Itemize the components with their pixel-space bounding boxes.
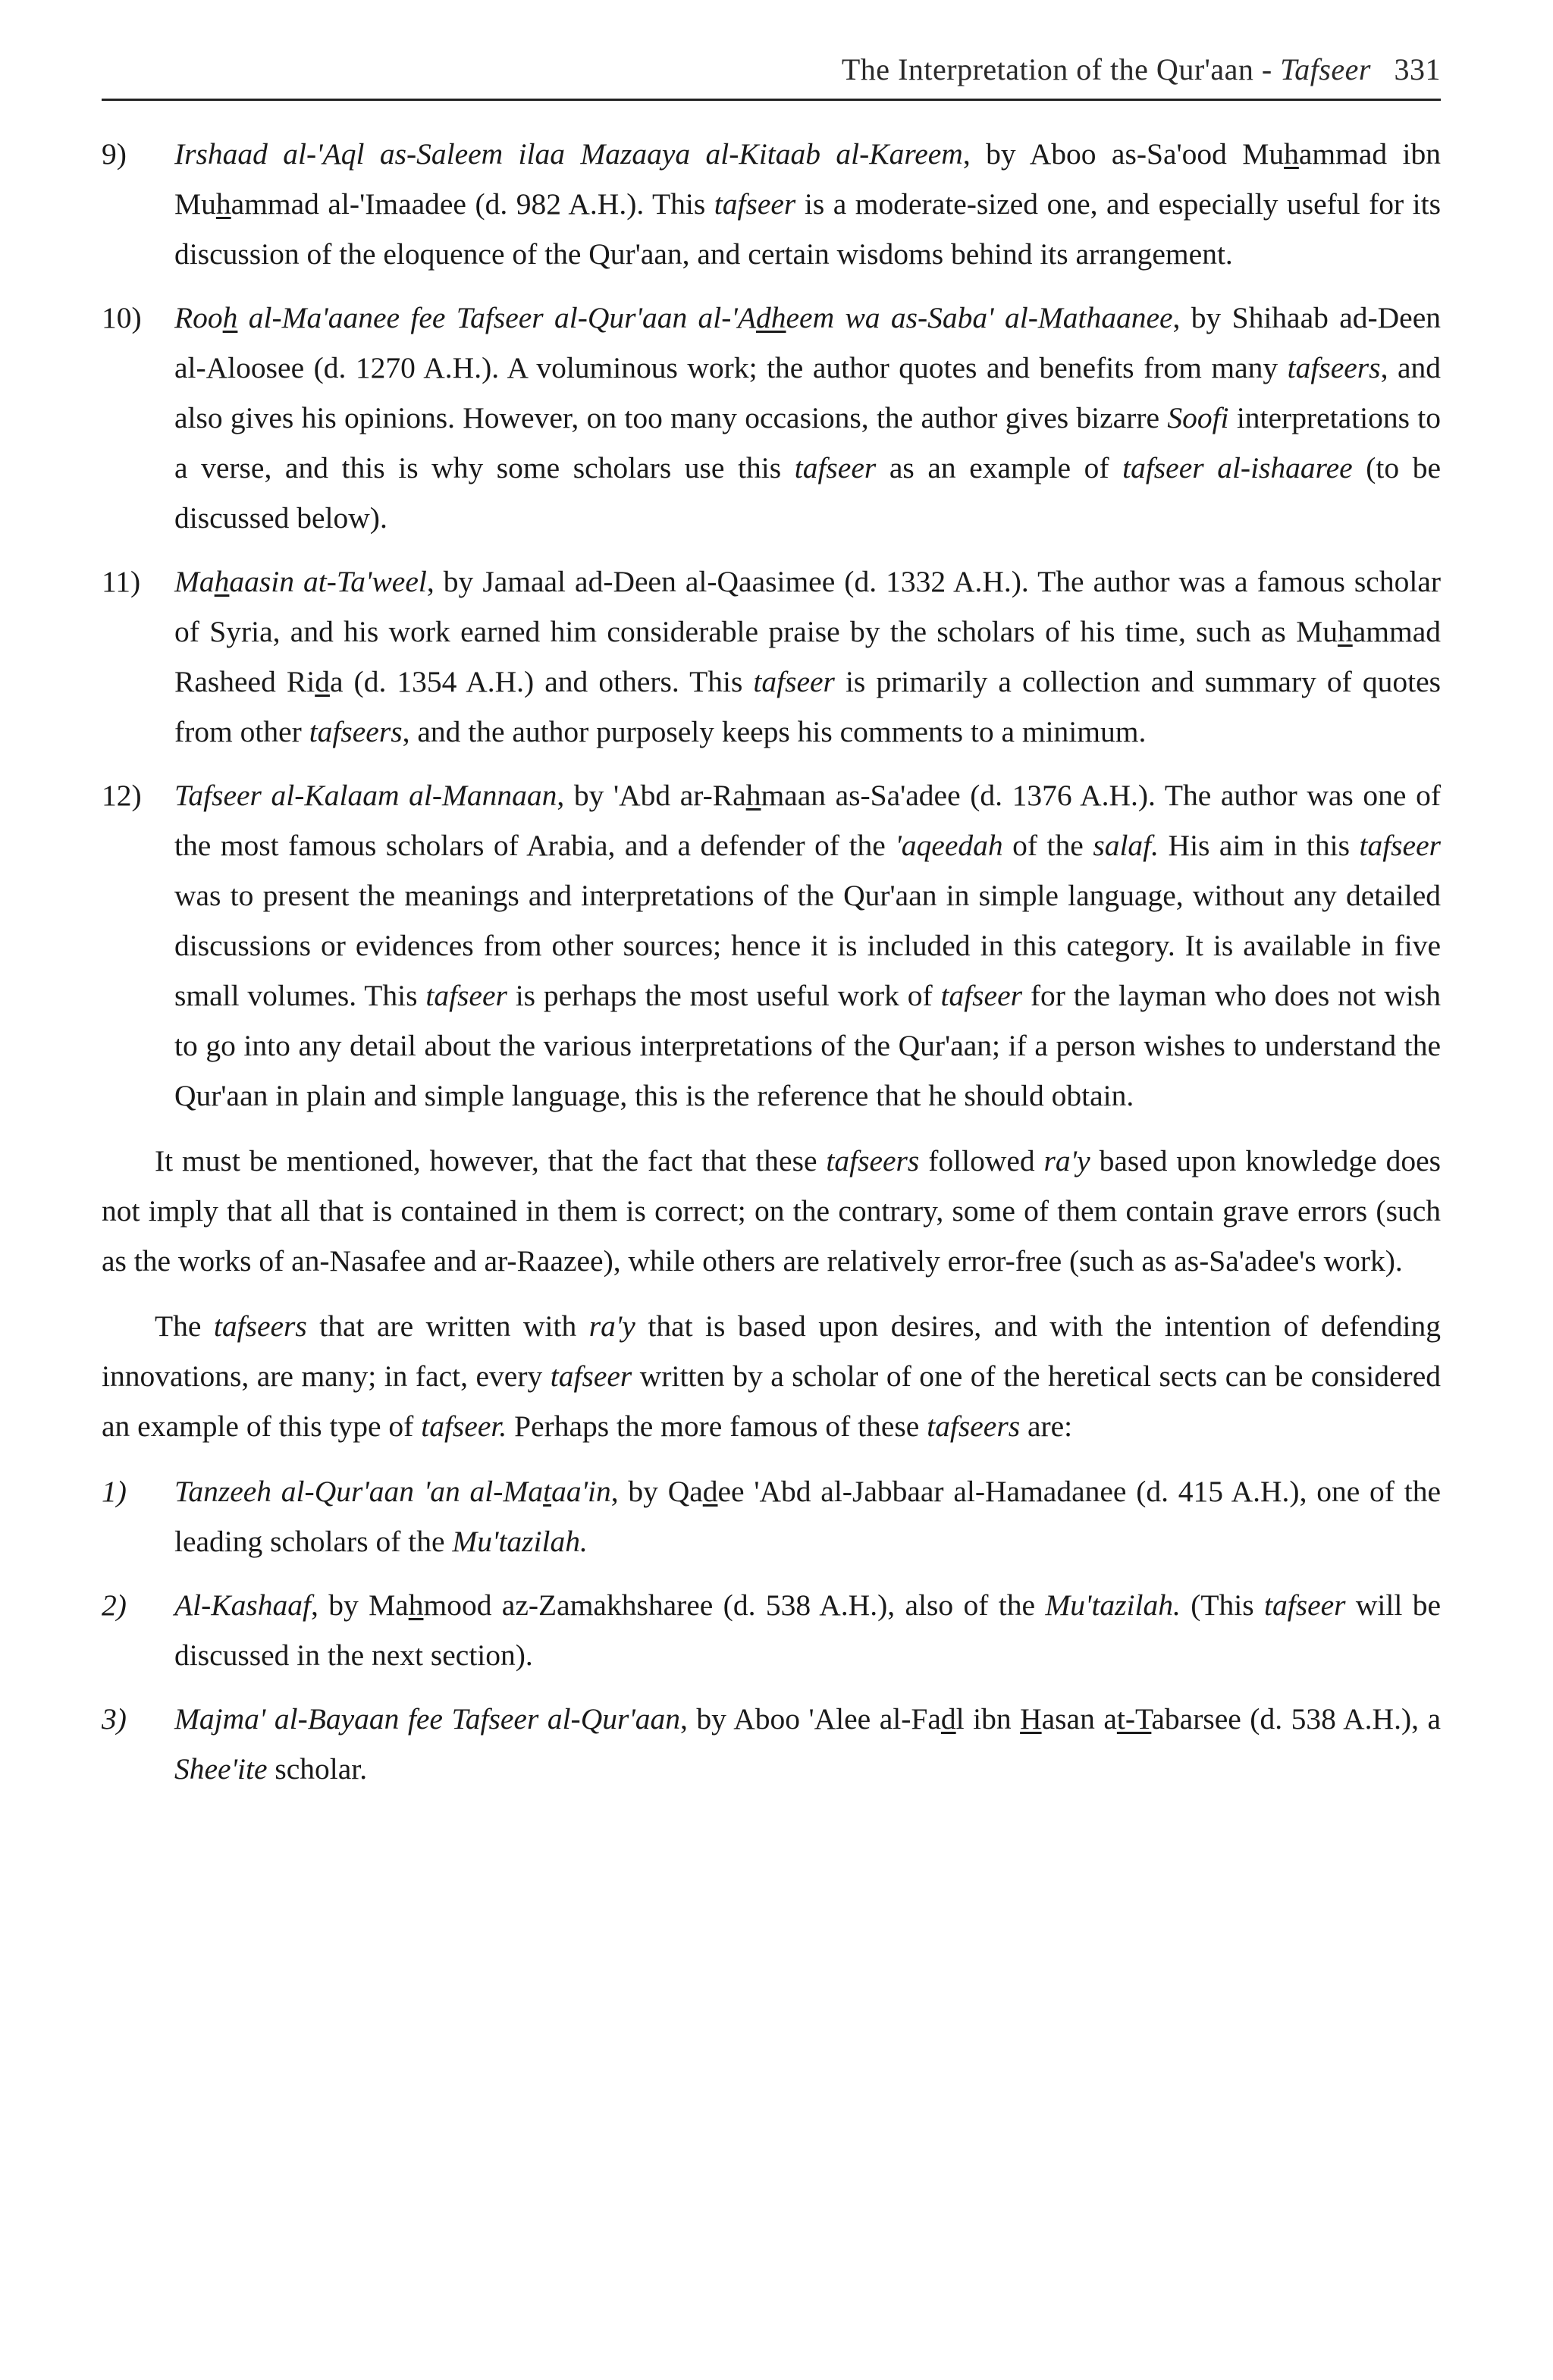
entry-text: h [1284,137,1299,171]
entry-text: , by Shihaab ad-Deen al-Aloosee (d. 1270 A.H.). A voluminous work; the author quotes and benefits from many [174,301,1441,384]
entry-text: His aim in this [1159,829,1360,862]
list-item [102,293,1441,543]
entry-text: scholar. [267,1752,368,1786]
entry-term: tafseer [1359,829,1441,862]
entry-term: salaf. [1093,829,1159,862]
list-item [102,129,1441,279]
list-item [102,770,1441,1121]
work-title: aa'in [551,1475,611,1508]
entry-term: tafseer [794,451,877,484]
list-item-number: 11) [102,565,141,598]
paragraph-text: followed [919,1144,1044,1177]
work-title: t [543,1475,552,1508]
body-paragraph [102,1301,1441,1451]
entry-term: tafseers [309,715,403,748]
list-item-number: 12) [102,779,142,812]
entry-text: for the layman who does not wish to go into any detail about the various interpretations of the Qur'aan; if a person wishes to understand the Qur'aan in plain and simple language, this is the reference that he should obtain. [174,979,1441,1112]
entry-text: l ibn [955,1702,1021,1736]
work-title: dh [756,301,786,334]
entry-text: ee 'Abd al-Jabbaar al-Hamadanee (d. 415 A.H.), one of the leading scholars of the [174,1475,1441,1558]
entry-text: d [315,665,330,698]
list-item [102,1694,1441,1794]
work-title: Al-Kashaaf [174,1588,311,1622]
paragraph-text: The [155,1309,214,1343]
entry-text: t-T [1116,1702,1152,1736]
work-title: al-Ma'aanee fee Tafseer al-Qur'aan al-'A [237,301,757,334]
entry-text: d [940,1702,956,1736]
entry-text: a (d. 1354 A.H.) and others. This [329,665,754,698]
work-title: Ma [174,565,215,598]
entry-term: tafseer al-ishaaree [1122,451,1353,484]
entry-term: Shee'ite [174,1752,268,1786]
entry-text: h [745,779,761,812]
entry-text: is a moderate-sized one, and especially useful for its discussion of the eloquence of the Qur'aan, and certain wisdoms behind its arrangement. [174,187,1441,271]
work-title: aasin at-Ta'weel [229,565,427,598]
entry-term: tafseer [425,979,507,1012]
list-item-number: 2) [102,1588,127,1622]
entry-text: h [1337,615,1353,648]
work-title: Tafseer al-Kalaam al-Mannaan [174,779,557,812]
entry-text: h [408,1588,424,1622]
list-item-number: 3) [102,1702,127,1736]
paragraph-term: ra'y [588,1309,635,1343]
entry-text: , by 'Abd ar-Ra [557,779,746,812]
work-title: Irshaad al-'Aql as-Saleem ilaa Mazaaya al-Kitaab al-Kareem [174,137,963,171]
page-number: 331 [1394,52,1441,86]
paragraph-term: tafseers [927,1409,1021,1443]
entry-text: asan a [1041,1702,1117,1736]
work-title: h [214,565,230,598]
work-title: Majma' al-Bayaan fee Tafseer al-Qur'aan [174,1702,681,1736]
entry-term: tafseer [753,665,835,698]
page-body [102,129,1441,1808]
paragraph-term: ra'y [1043,1144,1090,1177]
entry-text: mood az-Zamakhsharee (d. 538 A.H.), also of the [423,1588,1046,1622]
list-item-number: 9) [102,137,127,171]
paragraph-term: tafseer [550,1359,632,1393]
entry-text: , and also gives his opinions. However, on too many occasions, the author gives bizarre [174,351,1441,434]
work-title: h [222,301,238,334]
entry-text: of the [1002,829,1093,862]
entry-text: , and the author purposely keeps his comments to a minimum. [402,715,1147,748]
paragraph-text: based upon knowledge does not imply that all that is contained in them is correct; on the contrary, some of them contain grave errors (such as the works of an-Nasafee and ar-Raazee), while others are relatively error-free (such as as-Sa'adee's work). [102,1144,1441,1278]
header-rule [102,99,1441,101]
list-item-number: 10) [102,301,142,334]
entry-text: ammad al-'Imaadee (d. 982 A.H.). This [231,187,714,221]
list-item-number: 1) [102,1475,127,1508]
entry-term: 'aqeedah [895,829,1003,862]
entry-text: H [1020,1702,1042,1736]
entry-text: , by Aboo 'Alee al-Fa [680,1702,941,1736]
list-item [102,1466,1441,1566]
entry-term: tafseer [1264,1588,1346,1622]
entry-text: , by Aboo as-Sa'ood Mu [962,137,1285,171]
entry-text: maan as-Sa'adee (d. 1376 A.H.). The author was one of the most famous scholars of Arabia, and a defender of the [174,779,1441,862]
entry-text: will be discussed in the next section). [174,1588,1441,1672]
entry-term: Mu'tazilah. [452,1525,588,1558]
paragraph-text: that is based upon desires, and with the intention of defending innovations, are many; in fact, every [102,1309,1441,1393]
entry-text: h [215,187,231,221]
entry-term: tafseer [940,979,1022,1012]
list-item [102,1580,1441,1680]
paragraph-term: tafseers [213,1309,307,1343]
paragraph-term: tafseer. [421,1409,507,1443]
work-title: Tanzeeh al-Qur'aan 'an al-Ma [174,1475,544,1508]
running-head-italic: Tafseer [1280,52,1371,86]
entry-term: tafseer [714,187,796,221]
entry-text: , by Jamaal ad-Deen al-Qaasimee (d. 1332 A.H.). The author was a famous scholar of Syria, and his work earned him considerable praise by the scholars of his time, such as Mu [174,565,1441,648]
entry-text: as an example of [876,451,1123,484]
paragraph-text: Perhaps the more famous of these [507,1409,927,1443]
running-head-title: The Interpretation of the Qur'aan - [841,52,1272,86]
entry-text: is perhaps the most useful work of [507,979,941,1012]
entry-text: , by Qa [610,1475,703,1508]
entry-text: abarsee (d. 538 A.H.), a [1151,1702,1442,1736]
running-head [102,52,1441,87]
paragraph-term: tafseers [826,1144,920,1177]
paragraph-text: It must be mentioned, however, that the fact that these [155,1144,827,1177]
entry-text: interpretations to a verse, and this is why some scholars use this [174,401,1441,484]
entry-text: , by Ma [310,1588,409,1622]
body-paragraph [102,1136,1441,1286]
entry-text: was to present the meanings and interpretations of the Qur'aan in simple language, without any detailed discussions or evidences from other sources; hence it is included in this category. It is available in five small volumes. This [174,879,1441,1012]
entry-term: Mu'tazilah. [1045,1588,1181,1622]
work-title: Roo [174,301,223,334]
entry-text: ammad ibn Mu [174,137,1441,221]
paragraph-text: are: [1020,1409,1073,1443]
entry-text: (This [1180,1588,1265,1622]
entry-text: ammad Rasheed Ri [174,615,1441,698]
entry-text: (to be discussed below). [174,451,1441,535]
paragraph-text: written by a scholar of one of the heretical sects can be considered an example of this type of [102,1359,1441,1443]
entry-text: d [702,1475,718,1508]
work-title: eem wa as-Saba' al-Mathaanee [786,301,1173,334]
list-item [102,557,1441,757]
entry-term: tafseers [1287,351,1381,384]
paragraph-text: that are written with [306,1309,589,1343]
entry-term: Soofi [1167,401,1229,434]
entry-text: is primarily a collection and summary of quotes from other [174,665,1441,748]
